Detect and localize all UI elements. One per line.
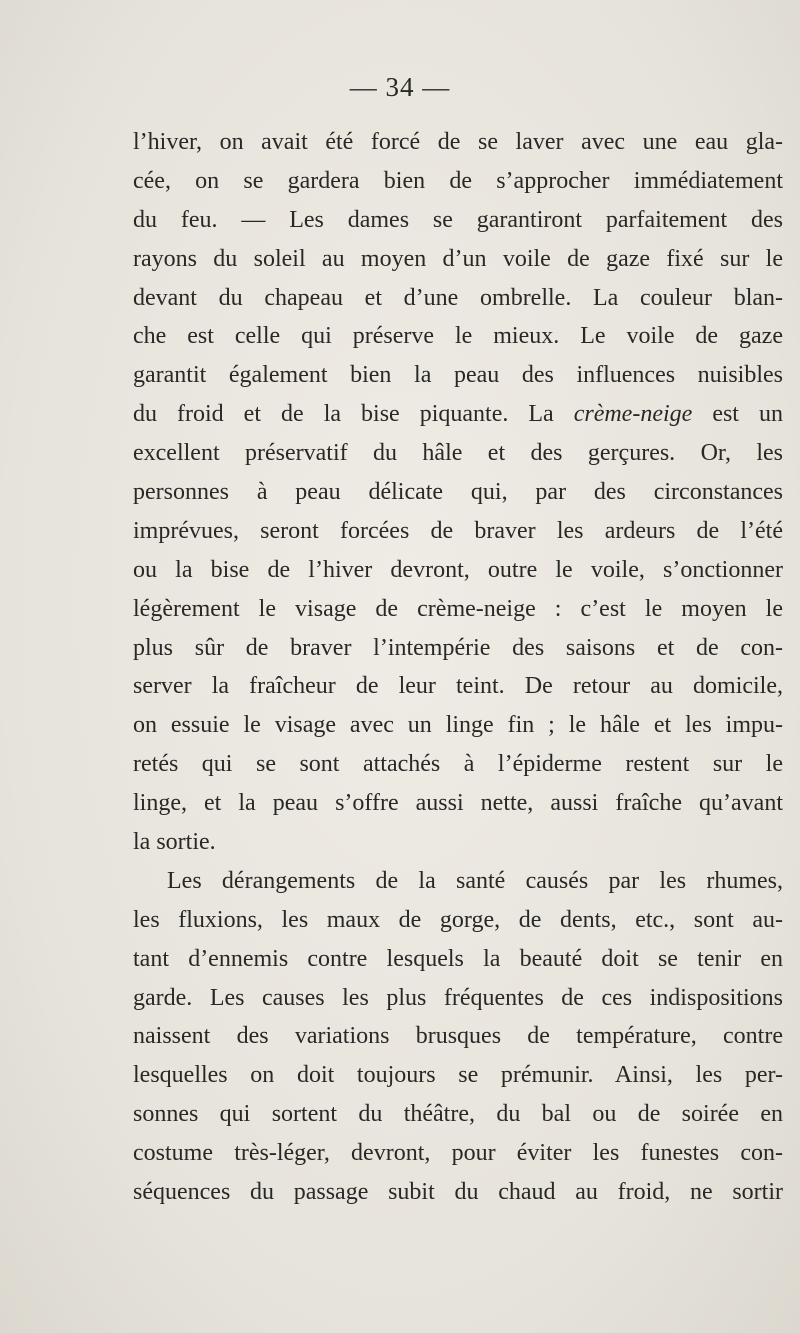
text-line: du feu. — Les dames se garantiront parfaitement des bbox=[133, 206, 783, 233]
paragraph-1 bbox=[133, 123, 783, 862]
text-line: tant d’ennemis contre lesquels la beauté doit se tenir en bbox=[133, 945, 783, 972]
page-number: — 34 — bbox=[349, 72, 451, 102]
text-line: l’hiver, on avait été forcé de se laver avec une eau gla- bbox=[133, 129, 783, 155]
text-line: du froid et de la bise piquante. La crème-neige est un bbox=[133, 401, 783, 428]
page-body bbox=[133, 123, 783, 1212]
text-line: on essuie le visage avec un linge fin ; le hâle et les impu- bbox=[133, 712, 783, 739]
text-line: personnes à peau délicate qui, par des circonstances bbox=[133, 479, 783, 506]
text-line: lesquelles on doit toujours se prémunir. Ainsi, les per- bbox=[133, 1062, 783, 1089]
text-line: les fluxions, les maux de gorge, de dents, etc., sont au- bbox=[133, 906, 783, 933]
text-line: retés qui se sont attachés à l’épiderme restent sur le bbox=[133, 751, 783, 778]
text-line: devant du chapeau et d’une ombrelle. La couleur blan- bbox=[133, 284, 783, 311]
text-line: plus sûr de braver l’intempérie des saisons et de con- bbox=[133, 634, 783, 661]
text-line: che est celle qui préserve le mieux. Le voile de gaze bbox=[133, 323, 783, 350]
text-line: légèrement le visage de crème-neige : c’est le moyen le bbox=[133, 595, 783, 622]
text-line: server la fraîcheur de leur teint. De retour au domicile, bbox=[133, 673, 783, 700]
text-line: ou la bise de l’hiver devront, outre le voile, s’onctionner bbox=[133, 556, 783, 583]
text-line: linge, et la peau s’offre aussi nette, aussi fraîche qu’avant bbox=[133, 790, 783, 817]
paragraph-2 bbox=[133, 862, 783, 1212]
text-line: imprévues, seront forcées de braver les ardeurs de l’été bbox=[133, 517, 783, 544]
text-line: séquences du passage subit du chaud au froid, ne sortir bbox=[133, 1179, 783, 1206]
text-line: Les dérangements de la santé causés par les rhumes, bbox=[167, 867, 783, 894]
text-line: costume très-léger, devront, pour éviter les funestes con- bbox=[133, 1140, 783, 1167]
text-line: sonnes qui sortent du théâtre, du bal ou de soirée en bbox=[133, 1101, 783, 1128]
text-line: la sortie. bbox=[133, 829, 216, 856]
text-line: garantit également bien la peau des influences nuisibles bbox=[133, 362, 783, 389]
text-line: naissent des variations brusques de température, contre bbox=[133, 1023, 783, 1050]
text-line: garde. Les causes les plus fréquentes de ces indispositions bbox=[133, 984, 783, 1011]
text-line: excellent préservatif du hâle et des gerçures. Or, les bbox=[133, 440, 783, 467]
text-line: cée, on se gardera bien de s’approcher immédiatement bbox=[133, 167, 783, 194]
text-line: rayons du soleil au moyen d’un voile de gaze fixé sur le bbox=[133, 245, 783, 272]
italic-term: crème-neige bbox=[573, 401, 693, 428]
